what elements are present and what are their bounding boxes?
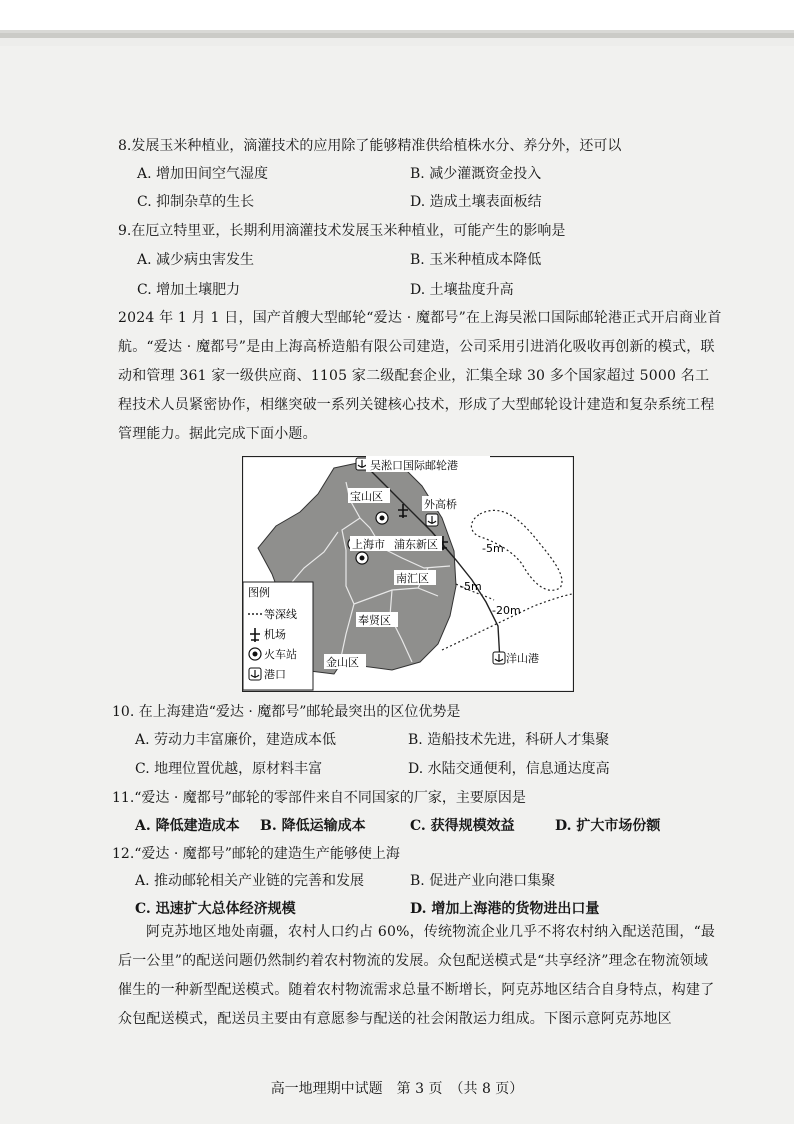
q11-stem: 11.“爱达 · 魔都号”邮轮的零部件来自不同国家的厂家，主要原因是 <box>112 790 526 806</box>
q10-option-c: C. 地理位置优越，原材料丰富 <box>135 761 323 777</box>
q11-option-b: B. 降低运输成本 <box>260 818 366 834</box>
label-yangshan: 洋山港 <box>506 652 539 665</box>
label-fengxian: 奉贤区 <box>358 614 391 627</box>
label-waigaoqiao: 外高桥 <box>424 498 457 511</box>
q9-option-a: A. 减少病虫害发生 <box>137 252 255 268</box>
q9-stem: 9.在厄立特里亚，长期利用滴灌技术发展玉米种植业，可能产生的影响是 <box>118 223 566 239</box>
q8-option-d: D. 造成土壤表面板结 <box>410 194 542 210</box>
q9-option-d: D. 土壤盐度升高 <box>410 282 514 298</box>
q10-option-b: B. 造船技术先进，科研人才集聚 <box>408 732 610 748</box>
q8-option-a: A. 增加田间空气湿度 <box>137 166 269 182</box>
legend-port: 港口 <box>264 668 286 681</box>
q10-option-a: A. 劳动力丰富廉价，建造成本低 <box>135 732 337 748</box>
q9-option-b: B. 玉米种植成本降低 <box>410 252 542 268</box>
label-wusongkou: 吴淞口国际邮轮港 <box>370 459 458 472</box>
q11-option-a: A. 降低建造成本 <box>135 818 240 834</box>
scan-top-edge <box>0 0 794 46</box>
label-pudong: 浦东新区 <box>394 538 438 551</box>
q10-stem: 10. 在上海建造“爱达 · 魔都号”邮轮最突出的区位优势是 <box>112 704 461 720</box>
q12-stem: 12.“爱达 · 魔都号”邮轮的建造生产能够使上海 <box>112 846 400 862</box>
q11-option-c: C. 获得规模效益 <box>410 818 515 834</box>
q12-option-a: A. 推动邮轮相关产业链的完善和发展 <box>135 873 365 889</box>
passage-cruise-ship: 2024 年 1 月 1 日，国产首艘大型邮轮“爱达 · 魔都号”在上海吴淞口国际邮轮港正式开启商业首航。“爱达 · 魔都号”是由上海高桥造船有限公司建造，公司采用引进消化吸收再创新的模式，联动和管理 361 家一级供应商、1105 家二级配套企业，汇集全球 30 多个国家超过 5000 名工程技术人员紧密协作，相继突破一系列关键核心技术，形成了大型邮轮设计建造和复杂系统工程管理能力。据此完成下面小题。 <box>118 310 722 442</box>
legend-isobath: 等深线 <box>264 608 297 621</box>
label-depth-20m: -20m <box>492 604 521 617</box>
q12-option-c: C. 迅速扩大总体经济规模 <box>135 901 296 917</box>
q8-stem: 8.发展玉米种植业，滴灌技术的应用除了能够精准供给植株水分、养分外，还可以 <box>118 138 622 154</box>
q10-option-d: D. 水陆交通便利，信息通达度高 <box>408 761 610 777</box>
q8-option-b: B. 减少灌溉资金投入 <box>410 166 542 182</box>
label-baoshan: 宝山区 <box>350 490 383 503</box>
label-depth-5m-b: -5m <box>460 580 482 593</box>
label-jinshan: 金山区 <box>326 656 359 669</box>
q12-option-d: D. 增加上海港的货物进出口量 <box>410 901 600 917</box>
legend-title: 图例 <box>248 586 270 599</box>
label-depth-5m-a: -5m <box>482 542 504 555</box>
label-shanghai: 上海市 <box>352 538 385 551</box>
shanghai-map <box>242 456 574 692</box>
legend-station: 火车站 <box>264 648 297 661</box>
label-nanhui: 南汇区 <box>396 572 429 585</box>
legend-airport: 机场 <box>264 628 286 641</box>
q11-option-d: D. 扩大市场份额 <box>555 818 661 834</box>
q9-option-c: C. 增加土壤肥力 <box>137 282 241 298</box>
page-footer: 高一地理期中试题 第 3 页 （共 8 页） <box>270 1081 524 1097</box>
passage-aksu-delivery: 阿克苏地区地处南疆，农村人口约占 60%，传统物流企业几乎不将农村纳入配送范围，“最后一公里”的配送问题仍然制约着农村物流的发展。众包配送模式是“共享经济”理念在物流领域催生的一种新型配送模式。随着农村物流需求总量不断增长，阿克苏地区结合自身特点，构建了众包配送模式，配送员主要由有意愿参与配送的社会闲散运力组成。下图示意阿克苏地区 <box>118 924 716 1027</box>
q8-option-c: C. 抑制杂草的生长 <box>137 194 255 210</box>
q12-option-b: B. 促进产业向港口集聚 <box>410 873 556 889</box>
